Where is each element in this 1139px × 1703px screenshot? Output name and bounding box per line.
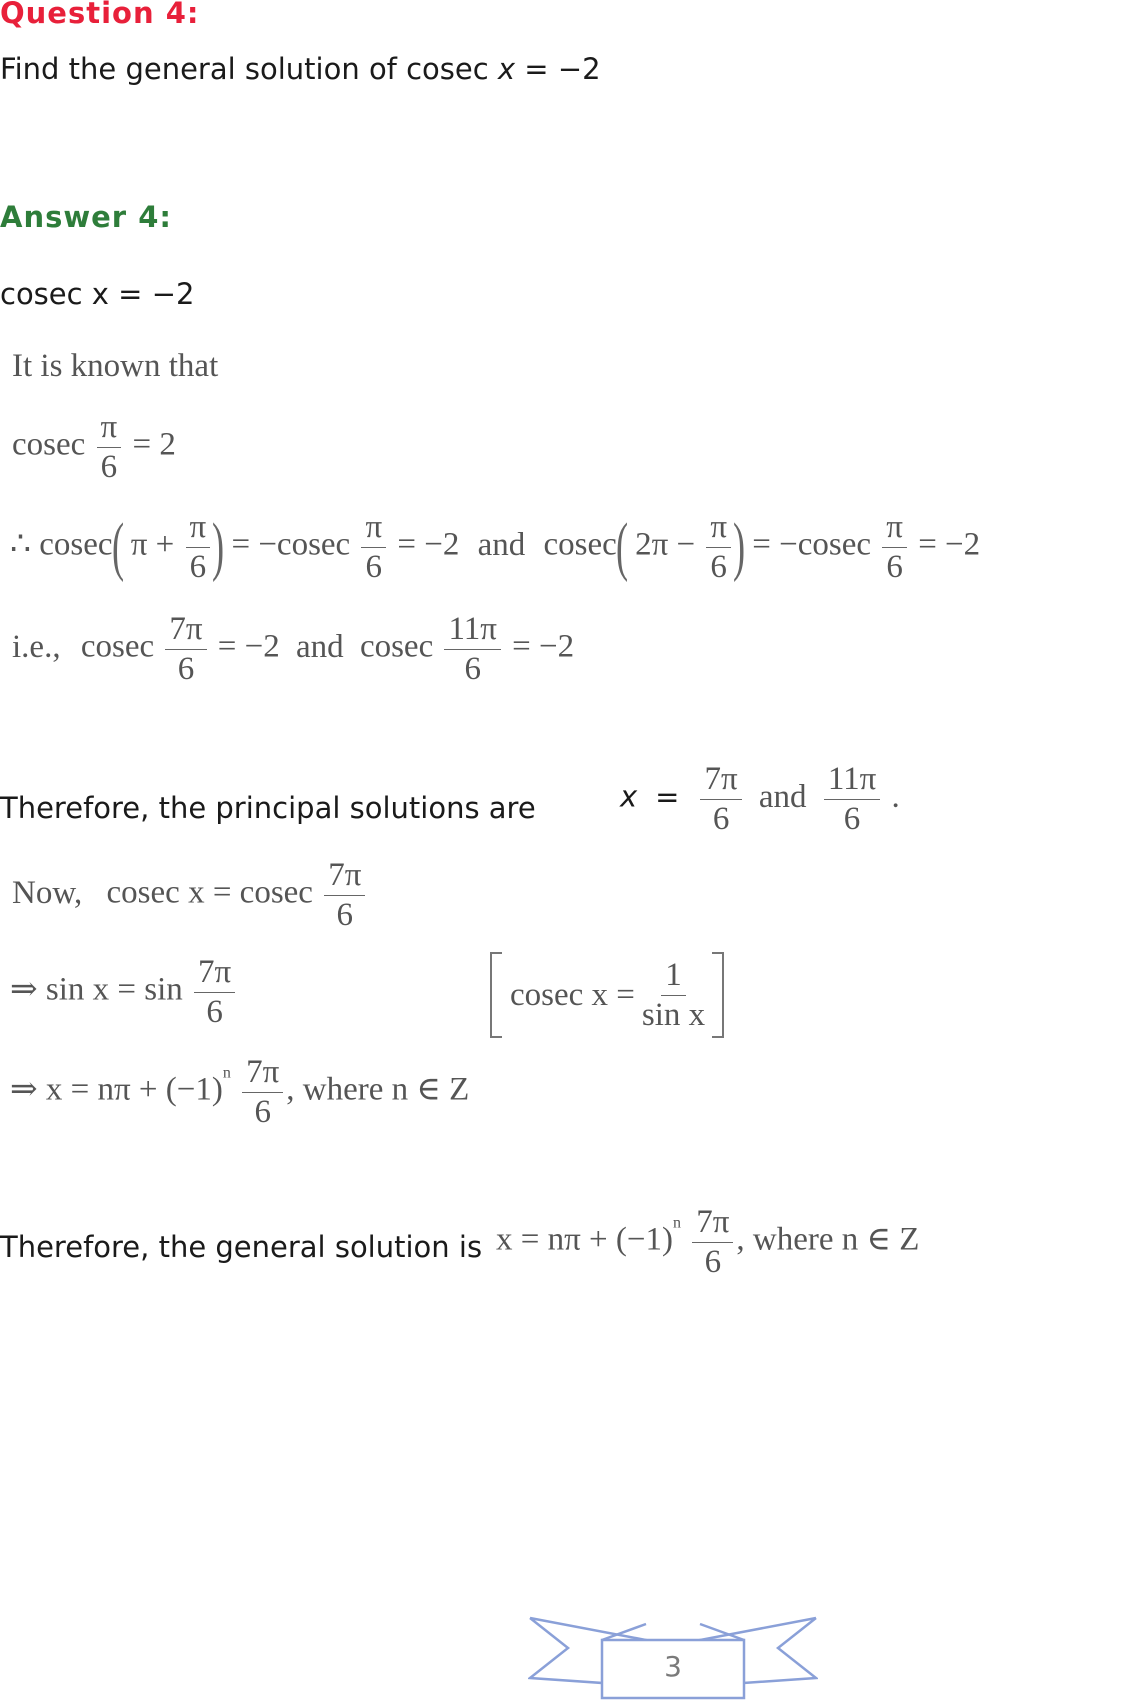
answer-title: Answer 4:: [0, 200, 172, 234]
equals-two: = 2: [132, 426, 176, 463]
question-prompt: [0, 52, 601, 86]
now-line: Now, cosec x = cosec $\frac{7\pi}{6}$: [12, 858, 368, 932]
general-solution: $x = n\pi + (-1)^n$ $\frac{7\pi}{6}$ , where n ∈ Z: [496, 1204, 920, 1280]
principal-text: Therefore, the principal solutions are: [0, 791, 536, 825]
left-bracket: [490, 952, 502, 1038]
prompt-suffix: = −2: [515, 52, 601, 86]
general-derivation: ⇒ $x = n\pi + (-1)^n$ $\frac{7\pi}{6}$ , where n ∈ Z: [10, 1054, 470, 1130]
left-paren: (: [111, 510, 124, 584]
known-identity: [12, 410, 176, 484]
given-equation: cosec x = −2: [0, 277, 195, 311]
principal-solutions: x = $\frac{7\pi}{6}$ and $\frac{11\pi}{6}$ .: [620, 761, 900, 837]
prompt-variable: x: [497, 52, 516, 86]
page-number: 3: [664, 1650, 682, 1683]
general-text: Therefore, the general solution is: [0, 1230, 483, 1264]
right-bracket: [712, 952, 724, 1038]
sin-line: ⇒ sin x = sin $\frac{7\pi}{6}$: [10, 955, 238, 1029]
fraction-pi-over-6: $\frac{\pi}{6}$: [97, 410, 122, 484]
known-intro: It is known that: [12, 348, 219, 384]
right-paren: ): [212, 510, 225, 584]
ie-line: i.e., cosec $\frac{7\pi}{6}$ = −2 and cosec $\frac{11\pi}{6}$ = −2: [12, 611, 575, 687]
question-title: Question 4:: [0, 0, 200, 30]
reciprocal-note: cosec x = $\frac{1}{\text{sin x}}$: [490, 952, 724, 1038]
derivation-line: ∴ cosec( π + $\frac{\pi}{6}$ ) = −cosec $\frac{\pi}{6}$ = −2 and cosec( 2π − $\frac{\pi}{6}$ ) = −cosec $\frac{\pi}{6}$ = −2: [10, 509, 981, 585]
prompt-prefix: Find the general solution of cosec: [0, 52, 498, 86]
cosec-label: cosec: [12, 426, 86, 463]
